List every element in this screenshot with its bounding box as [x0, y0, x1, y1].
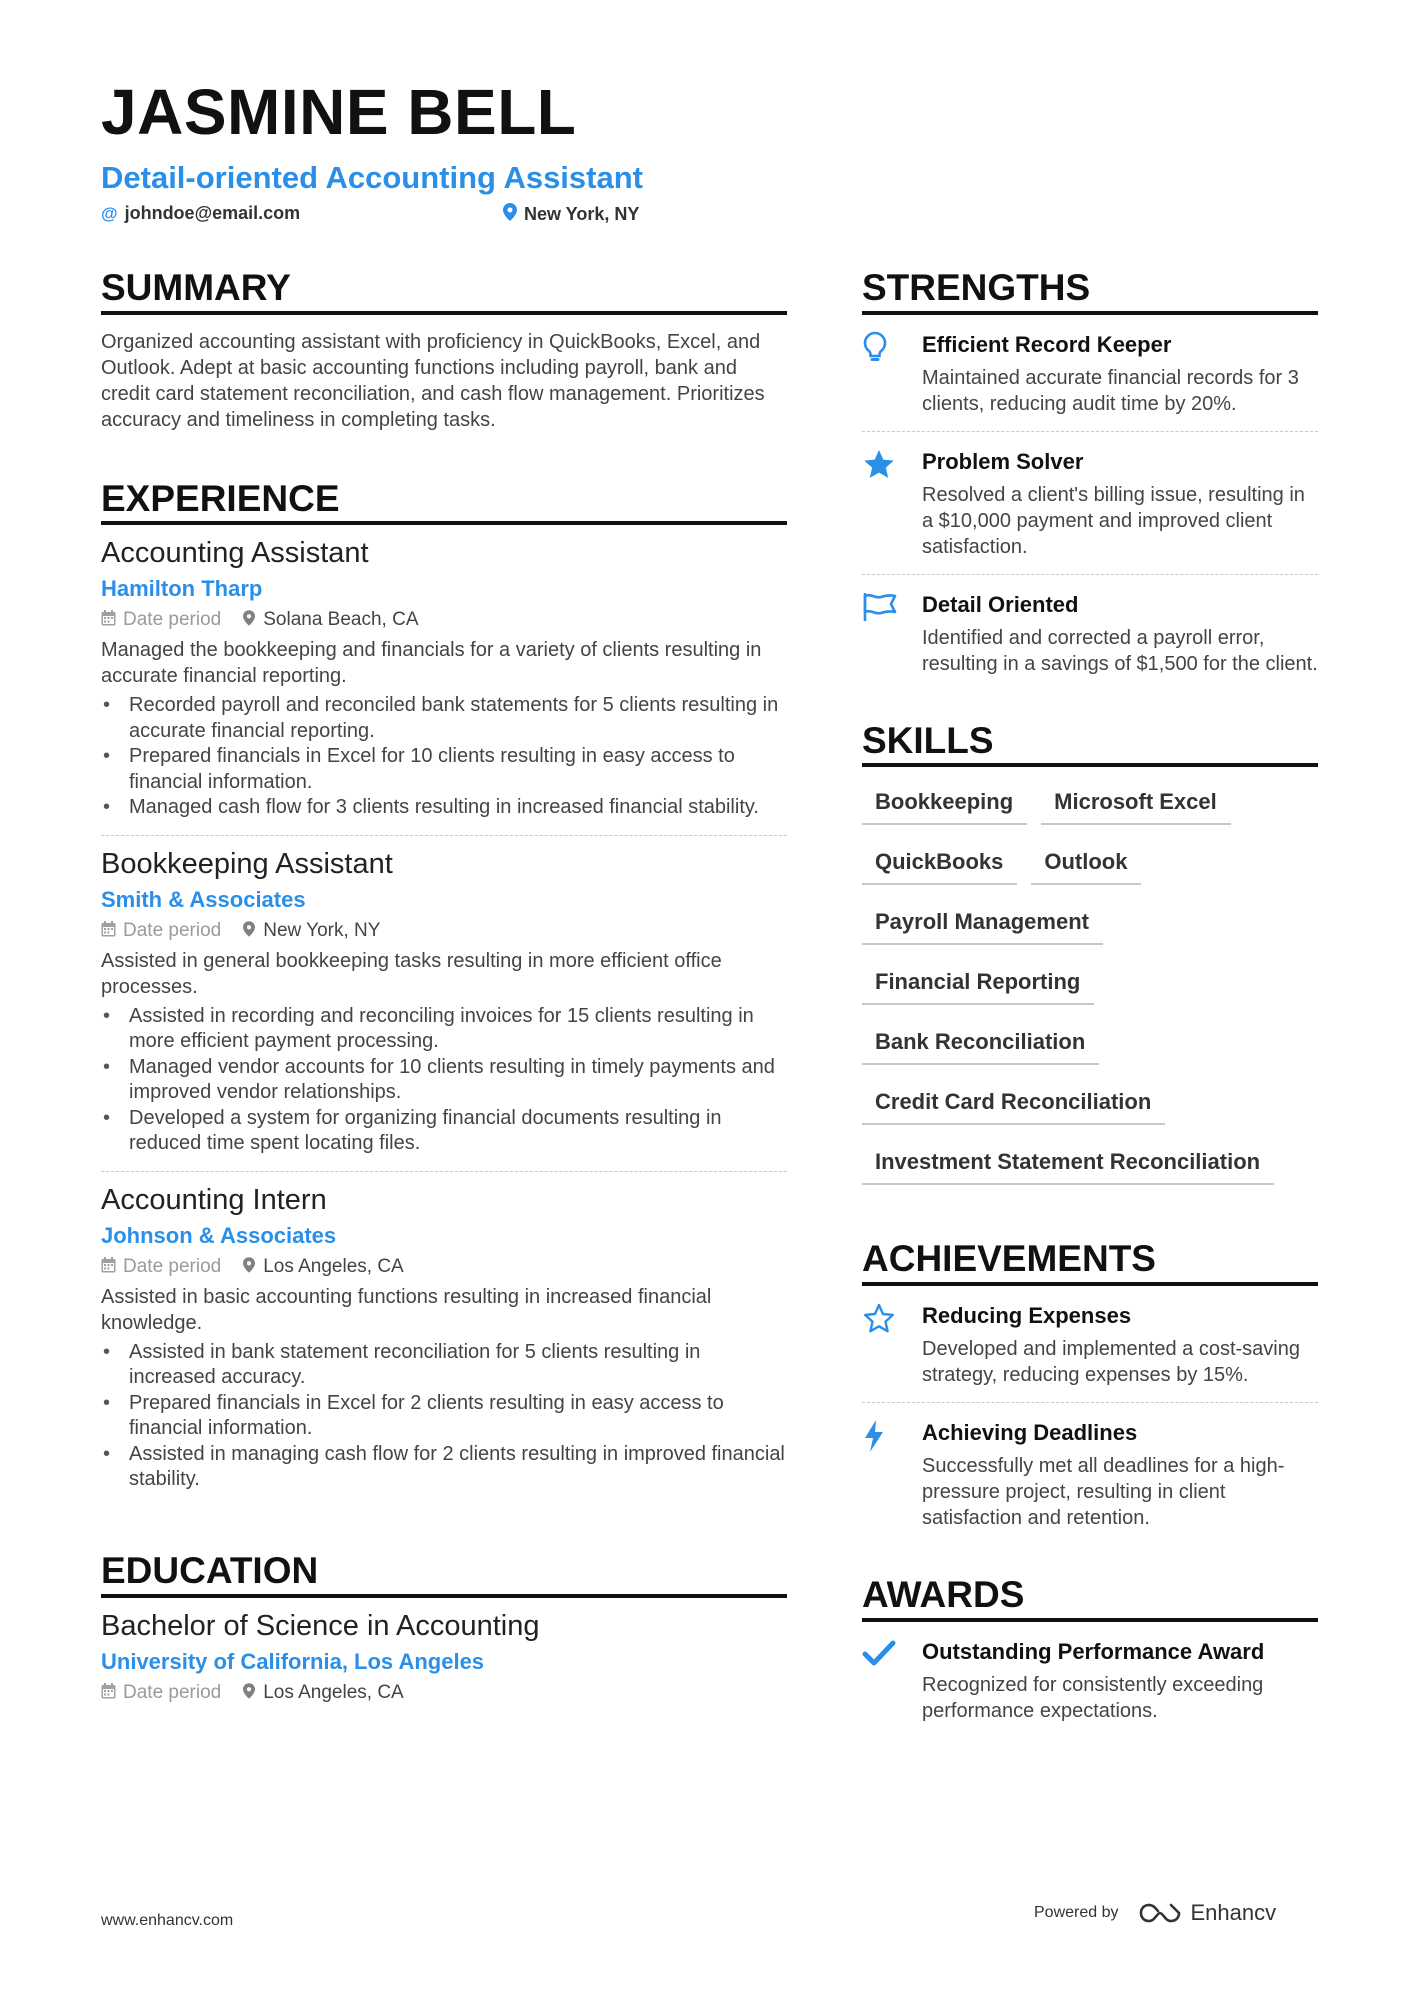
infinity-logo-icon — [1137, 1901, 1183, 1925]
skill-tag: Financial Reporting — [862, 963, 1094, 1005]
company-name: Smith & Associates — [101, 886, 306, 912]
strengths-heading: STRENGTHS — [862, 268, 1318, 315]
achievements-heading: ACHIEVEMENTS — [862, 1239, 1318, 1286]
email-text: johndoe@email.com — [124, 203, 301, 223]
calendar-icon — [101, 1254, 116, 1280]
date-text: Date period — [123, 1681, 222, 1703]
job-meta — [101, 1254, 787, 1280]
footer-branding[interactable] — [1034, 1900, 1276, 1926]
education-meta — [101, 1680, 787, 1706]
summary-text: Organized accounting assistant with proficiency in QuickBooks, Excel, and Outlook. Adept at basic accounting functions including payroll, bank and credit card statement reconciliation, and cash flow management. Prioritizes accuracy and timeliness in completing tasks. — [101, 330, 765, 431]
job-description: Managed the bookkeeping and financials for a variety of clients resulting in accurate financial reporting. — [101, 639, 762, 688]
skill-tag: Microsoft Excel — [1041, 783, 1231, 825]
bullet-item: • Managed cash flow for 3 clients resulting in increased financial stability. — [101, 795, 787, 821]
strength-desc: Resolved a client's billing issue, resulting in a $10,000 payment and improved client satisfaction. — [922, 483, 1305, 558]
contact-location — [503, 203, 639, 226]
achievements-list — [862, 1286, 1318, 1545]
location-pin-icon — [243, 1254, 255, 1280]
bullet-item: • Assisted in managing cash flow for 2 clients resulting in improved financial stability. — [101, 1442, 787, 1493]
award-title: Outstanding Performance Award — [922, 1638, 1265, 1664]
date-text: Date period — [123, 919, 222, 941]
skill-tag: QuickBooks — [862, 843, 1017, 885]
company-name: Hamilton Tharp — [101, 576, 263, 602]
strengths-list — [862, 315, 1318, 691]
strength-desc: Maintained accurate financial records for 3 clients, reducing audit time by 20%. — [922, 366, 1299, 415]
calendar-icon — [101, 1680, 116, 1706]
lightbulb-icon — [862, 331, 922, 417]
bullet-item: • Recorded payroll and reconciled bank statements for 5 clients resulting in accurate financial reporting. — [101, 693, 787, 744]
location-text: Solana Beach, CA — [263, 609, 419, 631]
strength-desc: Identified and corrected a payroll error, resulting in a savings of $1,500 for the client. — [922, 626, 1318, 675]
date-text: Date period — [123, 1255, 222, 1277]
strength-item — [862, 432, 1318, 575]
job-title: Bookkeeping Assistant — [101, 847, 393, 880]
skills-list — [862, 783, 1318, 1203]
summary-heading: SUMMARY — [101, 268, 787, 315]
experience-list — [101, 525, 787, 1507]
date-text: Date period — [123, 609, 222, 631]
strength-title: Efficient Record Keeper — [922, 331, 1172, 357]
location-pin-icon — [243, 607, 255, 633]
footer-website-link[interactable]: www.enhancv.com — [101, 1912, 234, 1929]
strength-title: Detail Oriented — [922, 591, 1079, 617]
bullet-item: • Managed vendor accounts for 10 clients resulting in timely payments and improved vendor relationships. — [101, 1055, 787, 1106]
job-meta — [101, 918, 787, 944]
achievement-desc: Successfully met all deadlines for a high-pressure project, resulting in client satisfaction and retention. — [922, 1455, 1285, 1530]
skill-tag: Investment Statement Reconciliation — [862, 1143, 1274, 1185]
location-text: New York, NY — [524, 204, 640, 224]
location-text: New York, NY — [263, 919, 381, 941]
contact-email[interactable] — [101, 203, 300, 224]
skill-tag: Outlook — [1031, 843, 1141, 885]
school-name: University of California, Los Angeles — [101, 1648, 485, 1674]
location-pin-icon — [243, 1680, 255, 1706]
skill-tag: Payroll Management — [862, 903, 1103, 945]
job-bullets — [101, 1004, 787, 1157]
degree-title: Bachelor of Science in Accounting — [101, 1609, 540, 1642]
left-column — [101, 268, 787, 1720]
job-description: Assisted in basic accounting functions resulting in increased financial knowledge. — [101, 1285, 712, 1334]
skills-heading: SKILLS — [862, 721, 1318, 768]
job-location — [243, 607, 418, 633]
bullet-item: • Developed a system for organizing financial documents resulting in reduced time spent locating files. — [101, 1106, 787, 1157]
calendar-icon — [101, 918, 116, 944]
awards-heading: AWARDS — [862, 1575, 1318, 1622]
job-date — [101, 918, 221, 944]
powered-by-text: Powered by — [1034, 1904, 1119, 1921]
job-date — [101, 607, 221, 633]
award-desc: Recognized for consistently exceeding performance expectations. — [922, 1673, 1264, 1722]
education-entry — [101, 1598, 787, 1720]
candidate-headline: Detail-oriented Accounting Assistant — [101, 160, 643, 195]
achievement-item — [862, 1403, 1318, 1545]
skill-tag: Bank Reconciliation — [862, 1023, 1099, 1065]
job-bullets — [101, 1340, 787, 1493]
strength-item — [862, 575, 1318, 691]
location-pin-icon — [243, 918, 255, 944]
bullet-item: • Assisted in recording and reconciling invoices for 15 clients resulting in more efficient payment processing. — [101, 1004, 787, 1055]
job-title: Accounting Intern — [101, 1183, 327, 1216]
right-column — [862, 268, 1318, 1738]
achievement-desc: Developed and implemented a cost-saving strategy, reducing expenses by 15%. — [922, 1338, 1300, 1387]
job-bullets — [101, 693, 787, 821]
checkmark-icon — [862, 1638, 922, 1724]
flag-icon — [862, 591, 922, 677]
experience-entry — [101, 1172, 787, 1507]
location-text: Los Angeles, CA — [263, 1255, 404, 1277]
star-outline-icon — [862, 1302, 922, 1388]
job-description: Assisted in general bookkeeping tasks resulting in more efficient office processes. — [101, 949, 722, 998]
strength-item — [862, 315, 1318, 432]
candidate-name: JASMINE BELL — [101, 76, 577, 148]
education-location — [243, 1680, 403, 1706]
skill-tag: Credit Card Reconciliation — [862, 1083, 1165, 1125]
education-date — [101, 1680, 221, 1706]
job-title: Accounting Assistant — [101, 537, 369, 570]
bullet-item: • Prepared financials in Excel for 10 clients resulting in easy access to financial information. — [101, 744, 787, 795]
enhancv-logo — [1137, 1900, 1277, 1926]
experience-entry — [101, 525, 787, 836]
achievement-title: Reducing Expenses — [922, 1303, 1132, 1329]
achievement-item — [862, 1286, 1318, 1403]
job-location — [243, 918, 380, 944]
award-item — [862, 1622, 1318, 1738]
at-icon: @ — [101, 203, 118, 223]
location-text: Los Angeles, CA — [263, 1681, 404, 1703]
star-icon — [862, 448, 922, 560]
awards-list — [862, 1622, 1318, 1738]
strength-title: Problem Solver — [922, 448, 1084, 474]
job-meta — [101, 607, 787, 633]
bullet-item: • Assisted in bank statement reconciliation for 5 clients resulting in increased accuracy. — [101, 1340, 787, 1391]
job-location — [243, 1254, 403, 1280]
job-date — [101, 1254, 221, 1280]
brand-name: Enhancv — [1190, 1900, 1277, 1925]
experience-entry — [101, 836, 787, 1172]
skill-tag: Bookkeeping — [862, 783, 1027, 825]
experience-heading: EXPERIENCE — [101, 479, 787, 526]
bullet-item: • Prepared financials in Excel for 2 clients resulting in easy access to financial information. — [101, 1391, 787, 1442]
company-name: Johnson & Associates — [101, 1222, 337, 1248]
location-pin-icon — [503, 203, 517, 226]
calendar-icon — [101, 607, 116, 633]
lightning-icon — [862, 1419, 922, 1531]
achievement-title: Achieving Deadlines — [922, 1420, 1138, 1446]
education-heading: EDUCATION — [101, 1551, 787, 1598]
